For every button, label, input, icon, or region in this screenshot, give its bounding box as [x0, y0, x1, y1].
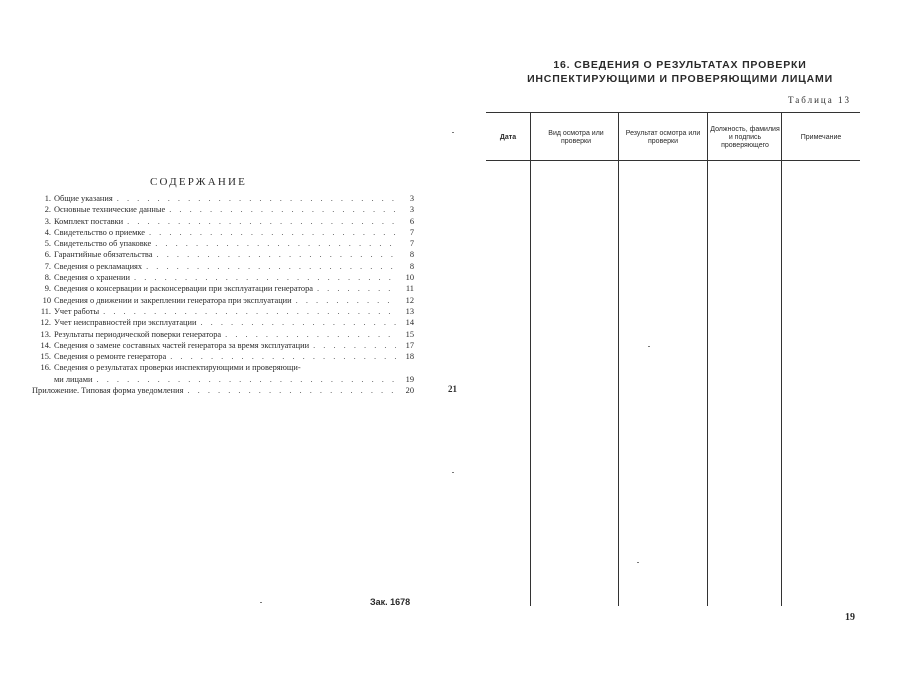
toc-appendix-entry	[32, 385, 414, 396]
toc-entry-title: Учет работы	[54, 306, 100, 316]
toc-entry-number: 7.	[44, 261, 51, 271]
toc-title: СОДЕРЖАНИЕ	[150, 176, 248, 188]
page-number: 19	[845, 612, 855, 623]
toc-entry-number: 11.	[40, 306, 51, 316]
toc-entry	[32, 306, 414, 317]
toc-entry	[32, 329, 414, 340]
toc-entry-page: 8	[409, 261, 414, 271]
column-divider	[530, 112, 531, 606]
column-divider	[618, 112, 619, 606]
toc-entry-title: Общие указания	[54, 194, 113, 203]
toc-entry	[32, 216, 414, 227]
toc-entry-title: Основные технические данные	[54, 205, 166, 215]
column-header-inspection-type: Вид осмотра или проверки	[548, 130, 604, 145]
toc-entry-title: Сведения о консервации и расконсервации при эксплуатации генератора	[54, 284, 313, 294]
column-divider	[781, 112, 782, 606]
toc-entry-page: 12	[405, 295, 414, 305]
toc-entry-page: 7	[409, 227, 414, 237]
column-header-date: Дата	[499, 134, 517, 141]
print-order-note: Зак. 1678	[370, 597, 411, 607]
section-heading-line1: 16. СВЕДЕНИЯ О РЕЗУЛЬТАТАХ ПРОВЕРКИ	[553, 59, 807, 71]
toc-appendix-title: Приложение. Типовая форма уведомления	[32, 386, 184, 396]
toc-entry	[32, 351, 414, 362]
toc-entry-number: 1.	[44, 194, 51, 203]
toc-entry	[32, 362, 414, 373]
section-heading	[500, 58, 860, 86]
column-header-inspector: Должность, фамилия и подпись проверяющего	[710, 126, 780, 149]
toc-entry-page: 7	[409, 239, 414, 249]
toc-entry-page: 13	[405, 306, 414, 316]
scan-speck	[452, 132, 454, 133]
table-of-contents	[32, 193, 414, 396]
toc-entry-title: Сведения о движении и закреплении генератора при эксплуатации	[54, 295, 292, 305]
toc-entry-title: Сведения о замене составных частей генератора за время эксплуатации	[54, 340, 310, 350]
toc-entry-page: 8	[409, 250, 414, 260]
table-header-divider	[486, 160, 860, 161]
toc-entry-page: 15	[405, 329, 414, 339]
toc-entry-number: 4.	[44, 227, 51, 237]
column-header-notes: Примечание	[800, 134, 842, 141]
toc-entry-number: 15.	[40, 352, 51, 362]
toc-entry-page: 18	[405, 352, 414, 362]
side-page-number: 21	[448, 384, 457, 394]
toc-entry	[32, 295, 414, 306]
toc-entry-title: Свидетельство о приемке	[54, 227, 145, 237]
toc-entry	[32, 249, 414, 260]
scan-speck	[452, 472, 454, 473]
scan-speck	[648, 346, 650, 347]
toc-entry	[32, 204, 414, 215]
column-divider	[707, 112, 708, 606]
toc-entry	[32, 193, 414, 204]
toc-entry-title: Гарантийные обязательства	[54, 250, 153, 260]
toc-entry-page: 3	[409, 205, 414, 215]
toc-entry-page: 17	[405, 340, 414, 350]
toc-entry-page: 6	[409, 216, 414, 226]
toc-entry	[32, 227, 414, 238]
toc-entry-title: Сведения о результатах проверки инспектирующими и проверяющи-	[54, 363, 301, 373]
table-top-border	[486, 112, 860, 113]
scan-speck	[260, 602, 262, 603]
toc-entry-number: 8.	[44, 273, 51, 283]
section-heading-line2: ИНСПЕКТИРУЮЩИМИ И ПРОВЕРЯЮЩИМИ ЛИЦАМИ	[527, 73, 833, 85]
toc-entry-title: Свидетельство об упаковке	[54, 239, 152, 249]
toc-entry-title: Результаты периодической поверки генератора	[54, 329, 222, 339]
toc-entry-title: Сведения о рекламациях	[54, 261, 143, 271]
toc-entry-title: Сведения о ремонте генератора	[54, 352, 167, 362]
toc-entry-page: 19	[405, 374, 414, 384]
toc-entry	[32, 261, 414, 272]
toc-entry	[32, 317, 414, 328]
inspection-table	[486, 112, 860, 606]
toc-entry-number: 16.	[40, 363, 51, 373]
toc-entry-page: 14	[405, 318, 414, 328]
toc-entry-number: 3.	[44, 216, 51, 226]
toc-entry-continuation	[32, 374, 414, 385]
toc-entry-number: 9.	[44, 284, 51, 294]
table-label: Таблица 13	[788, 95, 851, 105]
toc-entry-title: Учет неисправностей при эксплуатации	[54, 318, 197, 328]
toc-entry-page: 11	[405, 284, 414, 294]
toc-appendix-page: 20	[405, 386, 414, 396]
toc-entry-page: 3	[409, 194, 414, 203]
toc-entry-number: 14.	[40, 340, 51, 350]
toc-entry-number: 6.	[44, 250, 51, 260]
toc-entry-number: 5.	[44, 239, 51, 249]
column-header-inspection-result: Результат осмотра или проверки	[625, 130, 701, 145]
toc-entry-page: 10	[405, 273, 414, 283]
toc-entry-number: 12.	[40, 318, 51, 328]
toc-entry-number: 10	[42, 295, 51, 305]
toc-entry-title-continued: ми лицами	[54, 374, 93, 384]
toc-entry-title: Сведения о хранении	[54, 273, 131, 283]
toc-entry	[32, 340, 414, 351]
toc-entry	[32, 272, 414, 283]
toc-entry-number: 13.	[40, 329, 51, 339]
toc-entry-title: Комплект поставки	[54, 216, 124, 226]
scan-speck	[637, 562, 639, 563]
toc-entry	[32, 238, 414, 249]
toc-entry	[32, 283, 414, 294]
toc-entry-number: 2.	[44, 205, 51, 215]
